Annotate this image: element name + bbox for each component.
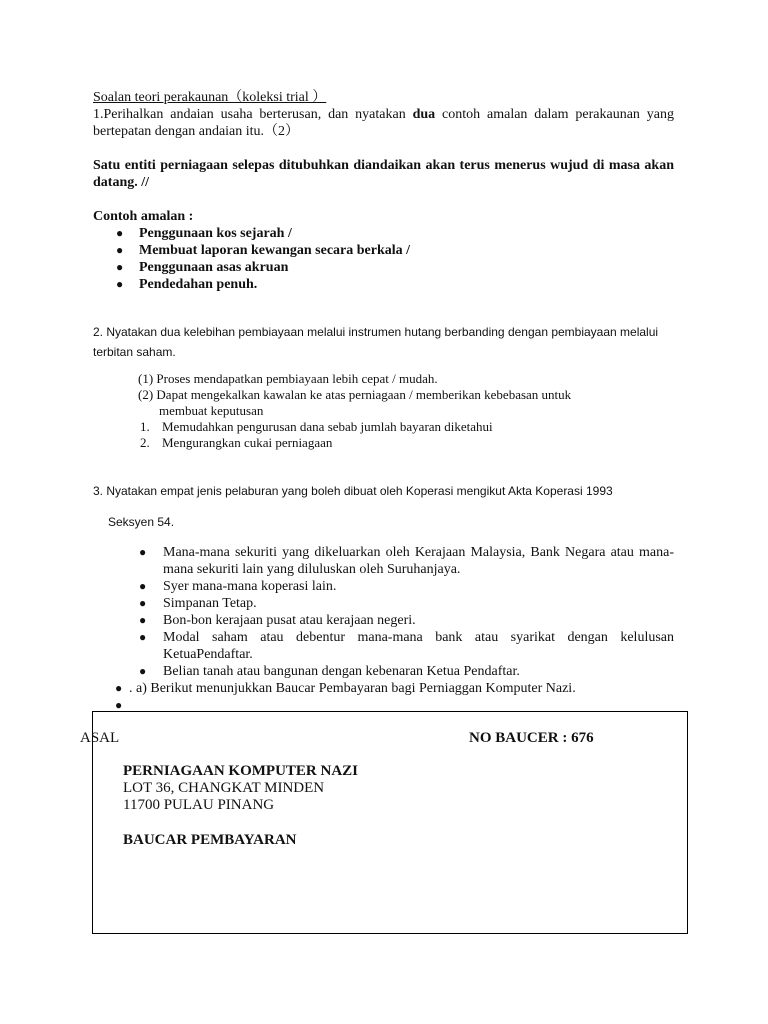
bullet-icon: ● xyxy=(116,226,124,240)
example-item: Penggunaan kos sejarah / xyxy=(139,226,292,241)
q1-definition: Satu entiti perniagaan selepas ditubuhkan diandaikan akan terus menerus wujud di masa akan datang. // xyxy=(93,158,674,190)
question-2: 2. Nyatakan dua kelebihan pembiayaan melalui instrumen hutang berbanding dengan pembiayaan melalui terbitan saham. xyxy=(93,325,659,359)
bullet-icon: ● xyxy=(139,545,147,559)
example-item: Membuat laporan kewangan secara berkala / xyxy=(139,243,411,258)
voucher-asal: ASAL xyxy=(80,730,120,746)
q2-answer: (1) Proses mendapatkan pembiayaan lebih cepat / mudah. xyxy=(138,371,438,386)
examples-heading: Contoh amalan : xyxy=(93,209,194,224)
voucher-address-line1: LOT 36, CHANGKAT MINDEN xyxy=(123,780,325,796)
q2-answer: membuat keputusan xyxy=(159,403,264,418)
voucher-company: PERNIAGAAN KOMPUTER NAZI xyxy=(123,763,359,779)
bullet-icon: ● xyxy=(139,579,147,593)
q2-number: 2. xyxy=(140,435,150,450)
investment-item: Bon-bon kerajaan pusat atau kerajaan negeri. xyxy=(163,613,416,628)
question-1: 1.Perihalkan andaian usaha berterusan, dan nyatakan dua contoh amalan dalam perakaunan yang bertepatan dengan andaian itu.（2） xyxy=(93,107,674,139)
bullet-icon: ● xyxy=(116,243,124,257)
bullet-icon: ● xyxy=(139,613,147,627)
investment-item: Belian tanah atau bangunan dengan kebenaran Ketua Pendaftar. xyxy=(163,664,520,679)
bullet-icon: ● xyxy=(139,664,147,678)
example-item: Pendedahan penuh. xyxy=(139,277,258,292)
voucher-title: BAUCAR PEMBAYARAN xyxy=(123,832,297,848)
investment-item: Syer mana-mana koperasi lain. xyxy=(163,579,337,594)
document-title: Soalan teori perakaunan（koleksi trial ） xyxy=(93,90,327,105)
next-question: . a) Berikut menunjukkan Baucar Pembayaran bagi Perniaggan Komputer Nazi. xyxy=(129,681,576,696)
bullet-icon: ● xyxy=(139,630,147,644)
q2-answer: (2) Dapat mengekalkan kawalan ke atas perniagaan / memberikan kebebasan untuk xyxy=(138,387,572,402)
section-label: Seksyen 54. xyxy=(108,515,175,529)
bullet-icon: ● xyxy=(116,277,124,291)
question-3: 3. Nyatakan empat jenis pelaburan yang boleh dibuat oleh Koperasi mengikut Akta Koperasi 1993 xyxy=(93,484,613,498)
bullet-icon: ● xyxy=(116,260,124,274)
bullet-icon: ● xyxy=(115,681,123,695)
q2-numbered-item: Mengurangkan cukai perniagaan xyxy=(162,435,333,450)
voucher-address-line2: 11700 PULAU PINANG xyxy=(123,797,275,813)
bullet-icon: ● xyxy=(115,698,123,712)
q2-number: 1. xyxy=(140,419,150,434)
investment-item: Simpanan Tetap. xyxy=(163,596,257,611)
voucher-number: NO BAUCER : 676 xyxy=(469,730,594,746)
example-item: Penggunaan asas akruan xyxy=(139,260,289,275)
voucher-box xyxy=(92,711,688,934)
q2-numbered-item: Memudahkan pengurusan dana sebab jumlah bayaran diketahui xyxy=(162,419,493,434)
investment-item: Mana-mana sekuriti yang dikeluarkan oleh Kerajaan Malaysia, Bank Negara atau mana-mana sekuriti lain yang diluluskan oleh Suruhanjaya. xyxy=(163,545,674,577)
bullet-icon: ● xyxy=(139,596,147,610)
investment-item: Modal saham atau debentur mana-mana bank atau syarikat dengan kelulusan KetuaPendaftar. xyxy=(163,630,674,662)
